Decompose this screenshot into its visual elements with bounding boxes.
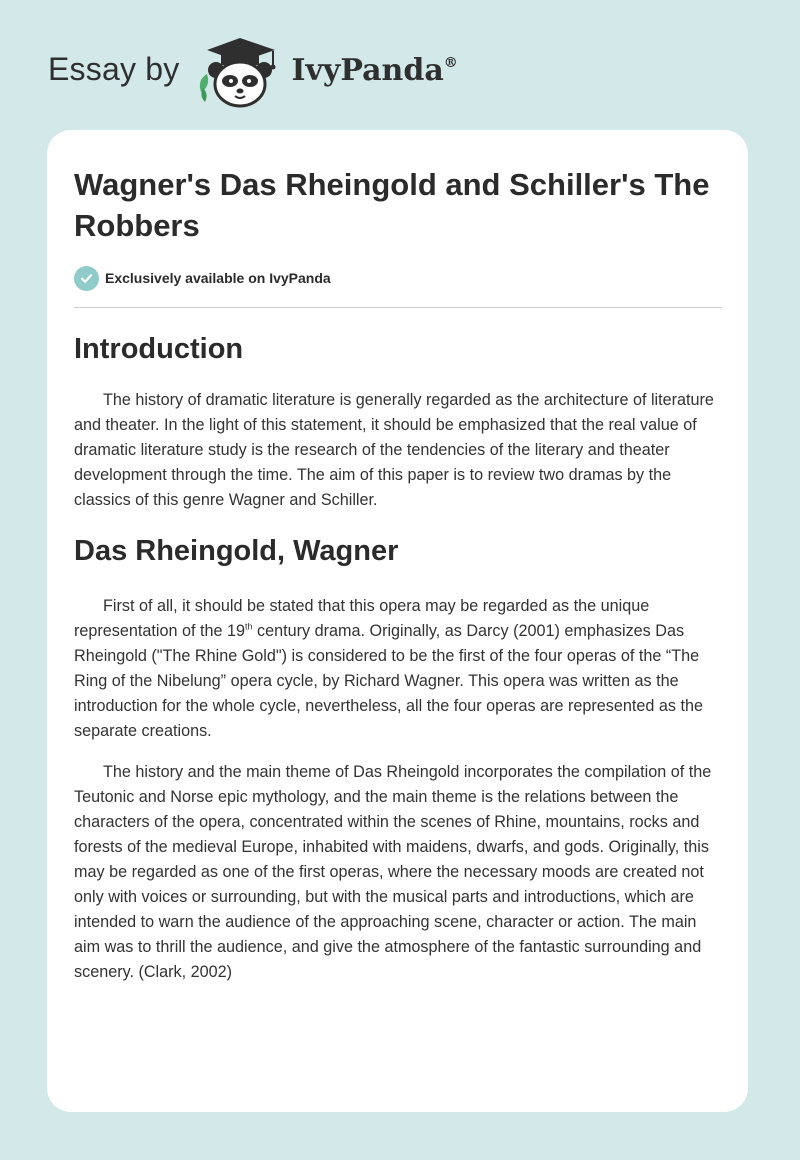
section-heading-das-rheingold: Das Rheingold, Wagner xyxy=(74,535,399,567)
section-heading-introduction: Introduction xyxy=(74,333,244,365)
essay-by-label: Essay by xyxy=(48,50,180,87)
paragraph: The history and the main theme of Das Rheingold incorporates the compilation of the Teutonic and Norse epic mythology, and the main theme is the relations between the characters of the opera, concentrated within the scenes of Rhine, mountains, rocks and forests of the medieval Europe, inhabited with maidens, dwarfs, and gods. Originally, this may be regarded as one of the first operas, where the necessary moods are created not only with voices or surrounding, but with the musical parts and introductions, which are intended to warn the audience of the approaching scene, character or action. The main aim was to thrill the audience, and give the atmosphere of the fantastic surrounding and scenery. (Clark, 2002) xyxy=(74,763,712,981)
paragraph: First of all, it should be stated that this opera may be regarded as the unique representation of the 19th century drama. Originally, as Darcy (2001) emphasizes Das Rheingold ("The Rhine Gold") is considered to be the first of the four operas of the “The Ring of the Nibelung” opera cycle, by Richard Wagner. This opera was written as the introduction for the whole cycle, nevertheless, all the four operas are represented as the separate creations. xyxy=(74,597,703,740)
panda-logo-icon[interactable] xyxy=(195,34,285,110)
page-title: Wagner's Das Rheingold and Schiller's The Robbers xyxy=(74,167,710,243)
check-icon xyxy=(74,266,99,291)
site-header xyxy=(48,34,458,110)
article-card xyxy=(47,130,748,1112)
exclusive-badge xyxy=(74,264,722,292)
paragraph: The history of dramatic literature is generally regarded as the architecture of literature and theater. In the light of this statement, it should be emphasized that the real value of dramatic literature study is the research of the tendencies of the literary and theater development through the time. The aim of this paper is to review two dramas by the classics of this genre Wagner and Schiller. xyxy=(74,391,714,509)
badge-text: Exclusively available on IvyPanda xyxy=(105,270,331,286)
divider xyxy=(74,307,722,308)
brand-name[interactable]: IvyPanda® xyxy=(291,52,458,88)
registered-mark: ® xyxy=(443,54,458,71)
